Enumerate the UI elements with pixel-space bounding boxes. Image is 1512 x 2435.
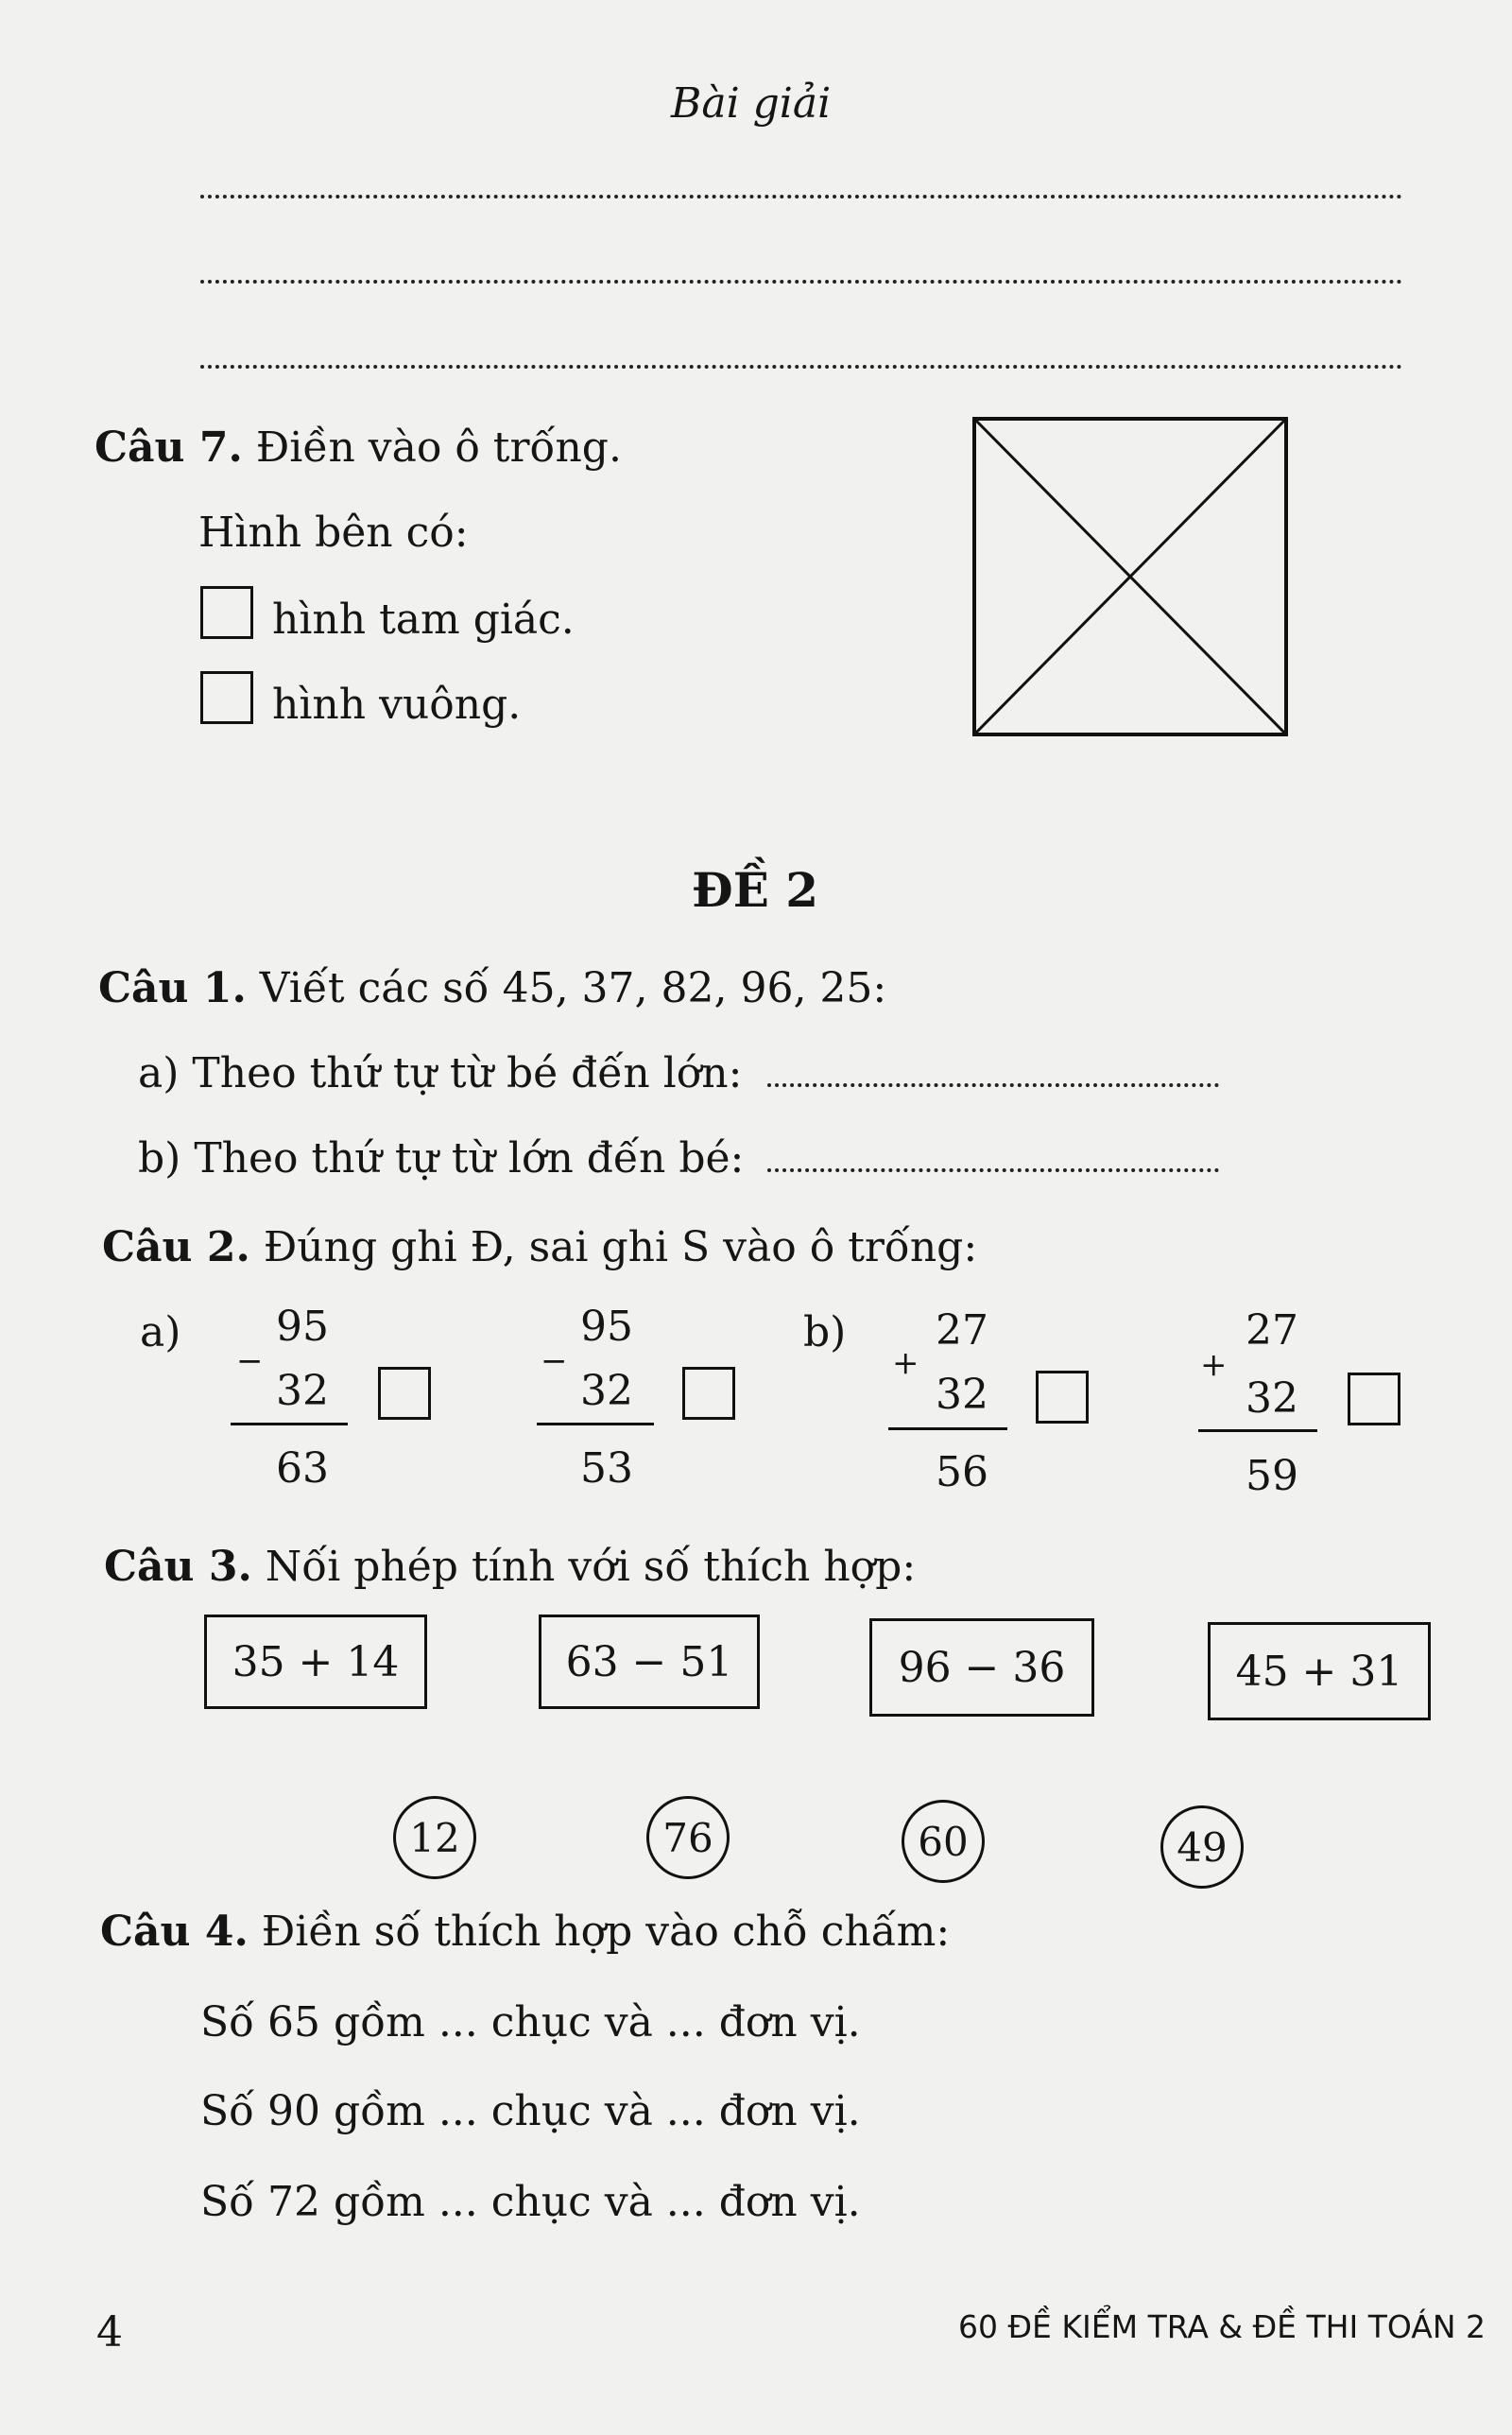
number-circle[interactable]: 12: [393, 1796, 476, 1879]
q2-part-a-label: a): [140, 1308, 181, 1356]
op3-sign: +: [892, 1344, 919, 1382]
q4-item: Số 72 gồm ... chục và ... đơn vị.: [200, 2178, 861, 2226]
q3-label: Câu 3.: [104, 1543, 252, 1591]
q4-line: [100, 1908, 951, 1956]
q1-label: Câu 1.: [98, 964, 247, 1012]
op4-sign: +: [1200, 1346, 1228, 1384]
op1-result: 63: [276, 1444, 329, 1493]
op4-result: 59: [1246, 1452, 1298, 1500]
triangle-count-box[interactable]: [200, 586, 253, 639]
q2-part-b-label: b): [803, 1308, 847, 1356]
q7-intro: Hình bên có:: [198, 509, 469, 557]
op2-answer-box[interactable]: [682, 1367, 735, 1420]
op2-bottom: 32: [580, 1367, 633, 1415]
answer-line-3[interactable]: [200, 365, 1402, 369]
q2-label: Câu 2.: [102, 1223, 250, 1271]
q4-item: Số 90 gồm ... chục và ... đơn vị.: [200, 2087, 861, 2135]
q1-text: Viết các số 45, 37, 82, 96, 25:: [259, 964, 887, 1012]
q3-line: [104, 1543, 917, 1591]
op4-answer-box[interactable]: [1348, 1373, 1400, 1425]
op4-top: 27: [1246, 1306, 1298, 1355]
square-with-diagonals-figure: [971, 416, 1289, 737]
q3-text: Nối phép tính với số thích hợp:: [265, 1543, 917, 1591]
square-count-box[interactable]: [200, 671, 253, 724]
op4-bottom: 32: [1246, 1374, 1298, 1423]
op1-bottom: 32: [276, 1367, 329, 1415]
op2-rule: [537, 1423, 654, 1425]
q7-item-squares: hình vuông.: [272, 681, 522, 729]
q7-text: Điền vào ô trống.: [255, 423, 622, 472]
expression-box[interactable]: 35 + 14: [204, 1615, 427, 1709]
q7-item-triangles: hình tam giác.: [272, 596, 575, 644]
number-circle[interactable]: 60: [902, 1800, 985, 1883]
expression-box[interactable]: 63 − 51: [539, 1615, 760, 1709]
op3-bottom: 32: [936, 1371, 988, 1419]
q1-answer-a-line[interactable]: [767, 1083, 1219, 1087]
q1-part-a: a) Theo thứ tự từ bé đến lớn:: [138, 1049, 743, 1097]
page-number: 4: [96, 2308, 123, 2357]
q7-label: Câu 7.: [94, 423, 243, 472]
op2-top: 95: [580, 1303, 633, 1351]
op1-rule: [231, 1423, 348, 1425]
op3-rule: [888, 1427, 1007, 1430]
op3-top: 27: [936, 1306, 988, 1355]
op1-answer-box[interactable]: [378, 1367, 431, 1420]
op3-answer-box[interactable]: [1036, 1371, 1089, 1424]
op2-result: 53: [580, 1444, 633, 1493]
q4-label: Câu 4.: [100, 1908, 249, 1956]
q1-part-b: b) Theo thứ tự từ lớn đến bé:: [138, 1134, 745, 1183]
exam-2-title: ĐỀ 2: [692, 862, 819, 918]
q2-text: Đúng ghi Đ, sai ghi S vào ô trống:: [263, 1223, 978, 1271]
number-circle[interactable]: 76: [646, 1796, 730, 1879]
op4-rule: [1198, 1429, 1317, 1432]
number-circle[interactable]: 49: [1160, 1805, 1244, 1889]
q1-line: [98, 964, 887, 1012]
q1-answer-b-line[interactable]: [767, 1168, 1219, 1172]
answer-line-2[interactable]: [200, 280, 1402, 284]
solution-heading: Bài giải: [671, 79, 832, 128]
q4-text: Điền số thích hợp vào chỗ chấm:: [261, 1908, 951, 1956]
q4-item: Số 65 gồm ... chục và ... đơn vị.: [200, 1998, 861, 2046]
op1-top: 95: [276, 1303, 329, 1351]
expression-box[interactable]: 96 − 36: [869, 1618, 1094, 1717]
book-title-footer: 60 ĐỀ KIỂM TRA & ĐỀ THI TOÁN 2: [958, 2308, 1486, 2345]
op3-result: 56: [936, 1448, 988, 1496]
q2-line: [102, 1223, 978, 1271]
answer-line-1[interactable]: [200, 195, 1402, 199]
q7-line: [94, 423, 622, 472]
op2-sign: −: [541, 1342, 568, 1380]
op1-sign: −: [236, 1342, 264, 1380]
expression-box[interactable]: 45 + 31: [1208, 1622, 1431, 1720]
